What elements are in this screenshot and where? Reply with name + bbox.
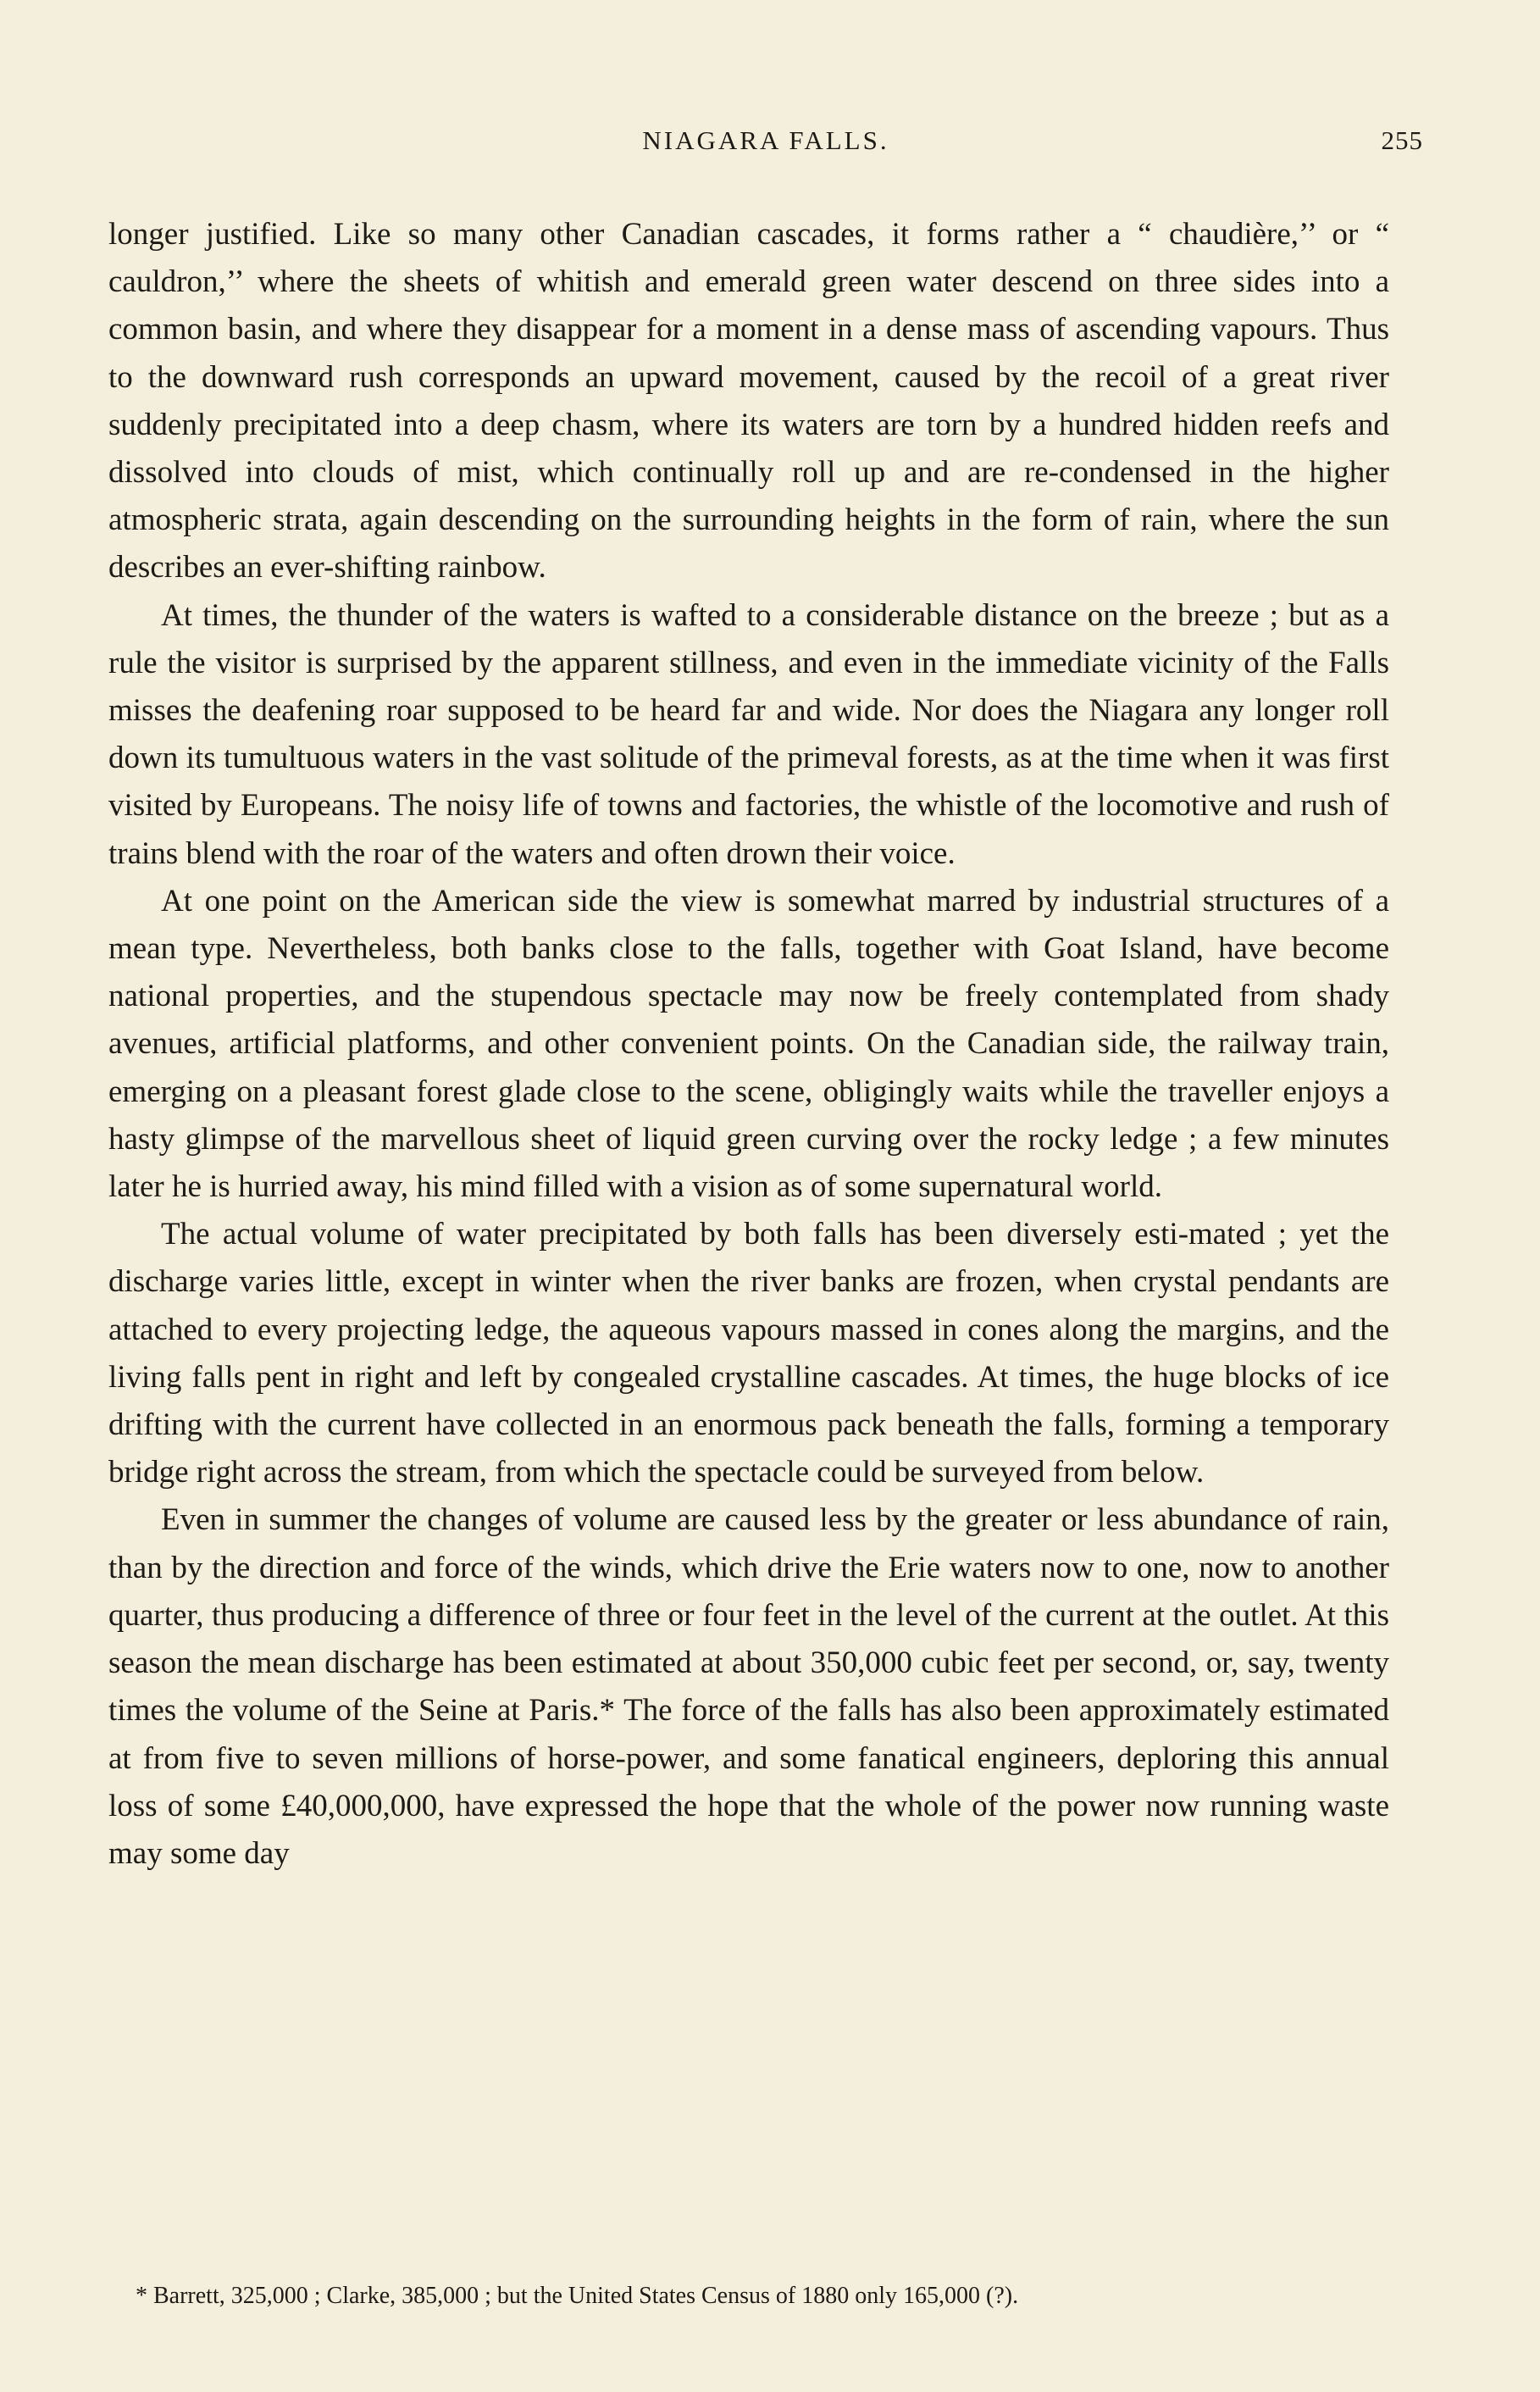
page-number: 255 [1381, 125, 1423, 155]
footnote: * Barrett, 325,000 ; Clarke, 385,000 ; but the United States Census of 1880 only 165,000 (?). [136, 2283, 1019, 2309]
paragraph-1: longer justified. Like so many other Canadian cascades, it forms rather a “ chaudière,’’ or “ cauldron,’’ where the sheets of whitish and emerald green water descend on three sides into a common basin, and where they disappear for a moment in a dense mass of ascending vapours. Thus to the downward rush corresponds an upward movement, caused by the recoil of a great river suddenly precipitated into a deep chasm, where its waters are torn by a hundred hidden reefs and dissolved into clouds of mist, which continually roll up and are re-condensed in the higher atmospheric strata, again descending on the surrounding heights in the form of rain, where the sun describes an ever-shifting rainbow. [108, 217, 1389, 586]
paragraph-3: At one point on the American side the view is somewhat marred by industrial structures of a mean type. Nevertheless, both banks close to the falls, together with Goat Island, have become national properties, and the stupendous spectacle may now be freely contemplated from shady avenues, artificial platforms, and other convenient points. On the Canadian side, the railway train, emerging on a pleasant forest glade close to the scene, obligingly waits while the traveller enjoys a hasty glimpse of the marvellous sheet of liquid green curving over the rocky ledge ; a few minutes later he is hurried away, his mind filled with a vision as of some supernatural world. [108, 883, 1389, 1205]
paragraph-2: At times, the thunder of the waters is wafted to a considerable distance on the breeze ; but as a rule the visitor is surprised by the apparent stillness, and even in the immediate vicinity of the Falls misses the deafening roar supposed to be heard far and wide. Nor does the Niagara any longer roll down its tumultuous waters in the vast solitude of the primeval forests, as at the time when it was first visited by Europeans. The noisy life of towns and factories, the whistle of the locomotive and rush of trains blend with the roar of the waters and often drown their voice. [108, 597, 1389, 871]
body-text [108, 211, 1389, 1878]
running-head: NIAGARA FALLS. [642, 125, 889, 155]
page-header [108, 125, 1423, 168]
paragraph-4: The actual volume of water precipitated by both falls has been diversely esti-mated ; yet the discharge varies little, except in winter when the river banks are frozen, when crystal pendants are attached to every projecting ledge, the aqueous vapours massed in cones along the margins, and the living falls pent in right and left by congealed crystalline cascades. At times, the huge blocks of ice drifting with the current have collected in an enormous pack beneath the falls, forming a temporary bridge right across the stream, from which the spectacle could be surveyed from below. [108, 1217, 1389, 1490]
paragraph-5: Even in summer the changes of volume are caused less by the greater or less abundance of rain, than by the direction and force of the winds, which drive the Erie waters now to one, now to another quarter, thus producing a difference of three or four feet in the level of the current at the outlet. At this season the mean discharge has been estimated at about 350,000 cubic feet per second, or, say, twenty times the volume of the Seine at Paris.* The force of the falls has also been approximately estimated at from five to seven millions of horse-power, and some fanatical engineers, deploring this annual loss of some £40,000,000, have expressed the hope that the whole of the power now running waste may some day [108, 1502, 1389, 1871]
